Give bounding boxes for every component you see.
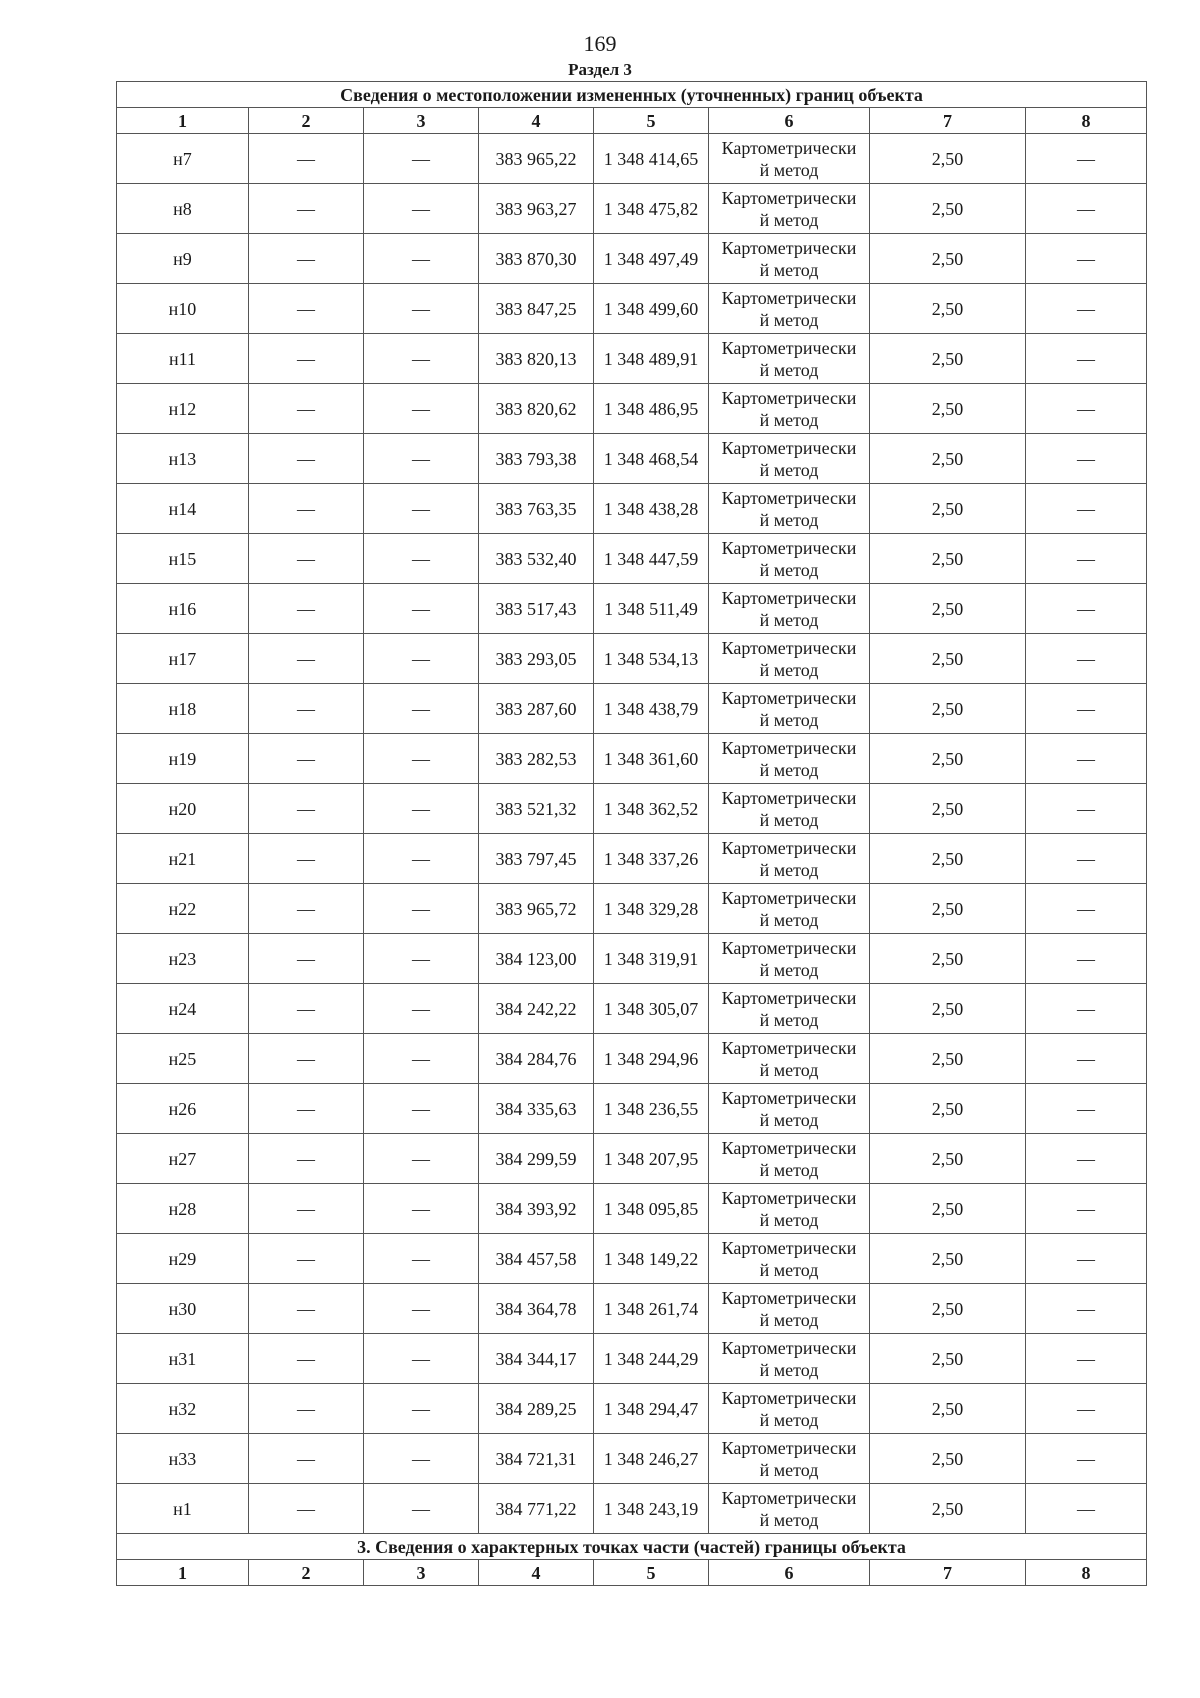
point-name-cell: н8 — [117, 184, 249, 234]
column-3-cell: — — [364, 1484, 479, 1534]
column-header: 2 — [249, 108, 364, 134]
column-8-cell: — — [1026, 834, 1147, 884]
table-row — [117, 934, 1147, 984]
point-name-cell: н20 — [117, 784, 249, 834]
table-row — [117, 1234, 1147, 1284]
column-3-cell: — — [364, 684, 479, 734]
point-name-cell: н10 — [117, 284, 249, 334]
y-coordinate-cell: 1 348 497,49 — [594, 234, 709, 284]
method-cell: Картометрически й метод — [709, 484, 870, 534]
x-coordinate-cell: 384 289,25 — [479, 1384, 594, 1434]
accuracy-cell: 2,50 — [870, 1484, 1026, 1534]
y-coordinate-cell: 1 348 236,55 — [594, 1084, 709, 1134]
column-3-cell: — — [364, 1184, 479, 1234]
y-coordinate-cell: 1 348 261,74 — [594, 1284, 709, 1334]
point-name-cell: н26 — [117, 1084, 249, 1134]
accuracy-cell: 2,50 — [870, 334, 1026, 384]
table-row — [117, 884, 1147, 934]
column-8-cell: — — [1026, 1084, 1147, 1134]
y-coordinate-cell: 1 348 511,49 — [594, 584, 709, 634]
x-coordinate-cell: 384 335,63 — [479, 1084, 594, 1134]
y-coordinate-cell: 1 348 246,27 — [594, 1434, 709, 1484]
method-cell: Картометрически й метод — [709, 334, 870, 384]
x-coordinate-cell: 384 771,22 — [479, 1484, 594, 1534]
column-3-cell: — — [364, 1284, 479, 1334]
column-8-cell: — — [1026, 184, 1147, 234]
y-coordinate-cell: 1 348 294,47 — [594, 1384, 709, 1434]
column-header: 4 — [479, 1560, 594, 1586]
method-cell: Картометрически й метод — [709, 1234, 870, 1284]
column-3-cell: — — [364, 1384, 479, 1434]
x-coordinate-cell: 383 797,45 — [479, 834, 594, 884]
accuracy-cell: 2,50 — [870, 1284, 1026, 1334]
table-row — [117, 684, 1147, 734]
x-coordinate-cell: 383 820,13 — [479, 334, 594, 384]
point-name-cell: н28 — [117, 1184, 249, 1234]
method-cell: Картометрически й метод — [709, 1484, 870, 1534]
accuracy-cell: 2,50 — [870, 1434, 1026, 1484]
column-3-cell: — — [364, 834, 479, 884]
method-cell: Картометрически й метод — [709, 1334, 870, 1384]
column-8-cell: — — [1026, 1384, 1147, 1434]
column-2-cell: — — [249, 1084, 364, 1134]
column-8-cell: — — [1026, 484, 1147, 534]
x-coordinate-cell: 383 965,72 — [479, 884, 594, 934]
method-cell: Картометрически й метод — [709, 1034, 870, 1084]
point-name-cell: н18 — [117, 684, 249, 734]
method-cell: Картометрически й метод — [709, 184, 870, 234]
column-8-cell: — — [1026, 1134, 1147, 1184]
column-2-cell: — — [249, 984, 364, 1034]
point-name-cell: н30 — [117, 1284, 249, 1334]
column-3-cell: — — [364, 184, 479, 234]
x-coordinate-cell: 383 532,40 — [479, 534, 594, 584]
column-8-cell: — — [1026, 1484, 1147, 1534]
x-coordinate-cell: 383 965,22 — [479, 134, 594, 184]
column-8-cell: — — [1026, 934, 1147, 984]
column-3-cell: — — [364, 1334, 479, 1384]
accuracy-cell: 2,50 — [870, 884, 1026, 934]
table-row — [117, 734, 1147, 784]
accuracy-cell: 2,50 — [870, 834, 1026, 884]
section-title: Раздел 3 — [568, 60, 632, 79]
method-cell: Картометрически й метод — [709, 684, 870, 734]
column-header: 3 — [364, 1560, 479, 1586]
accuracy-cell: 2,50 — [870, 984, 1026, 1034]
point-name-cell: н25 — [117, 1034, 249, 1084]
column-header: 5 — [594, 108, 709, 134]
section-banner-row — [117, 1534, 1147, 1560]
column-2-cell: — — [249, 1484, 364, 1534]
y-coordinate-cell: 1 348 329,28 — [594, 884, 709, 934]
x-coordinate-cell: 384 299,59 — [479, 1134, 594, 1184]
y-coordinate-cell: 1 348 447,59 — [594, 534, 709, 584]
column-2-cell: — — [249, 134, 364, 184]
x-coordinate-cell: 384 364,78 — [479, 1284, 594, 1334]
column-header-row-2 — [117, 1560, 1147, 1586]
column-2-cell: — — [249, 634, 364, 684]
x-coordinate-cell: 383 847,25 — [479, 284, 594, 334]
table-row — [117, 834, 1147, 884]
method-cell: Картометрически й метод — [709, 1434, 870, 1484]
point-name-cell: н22 — [117, 884, 249, 934]
column-3-cell: — — [364, 1084, 479, 1134]
accuracy-cell: 2,50 — [870, 1334, 1026, 1384]
column-header-row — [117, 108, 1147, 134]
column-2-cell: — — [249, 934, 364, 984]
column-3-cell: — — [364, 1134, 479, 1184]
method-cell: Картометрически й метод — [709, 384, 870, 434]
x-coordinate-cell: 383 963,27 — [479, 184, 594, 234]
column-3-cell: — — [364, 234, 479, 284]
column-2-cell: — — [249, 1184, 364, 1234]
y-coordinate-cell: 1 348 243,19 — [594, 1484, 709, 1534]
point-name-cell: н19 — [117, 734, 249, 784]
method-cell: Картометрически й метод — [709, 284, 870, 334]
column-header: 8 — [1026, 108, 1147, 134]
table-row — [117, 334, 1147, 384]
x-coordinate-cell: 384 344,17 — [479, 1334, 594, 1384]
y-coordinate-cell: 1 348 438,28 — [594, 484, 709, 534]
column-3-cell: — — [364, 284, 479, 334]
point-name-cell: н13 — [117, 434, 249, 484]
y-coordinate-cell: 1 348 499,60 — [594, 284, 709, 334]
method-cell: Картометрически й метод — [709, 934, 870, 984]
point-name-cell: н32 — [117, 1384, 249, 1434]
column-header: 6 — [709, 1560, 870, 1586]
y-coordinate-cell: 1 348 294,96 — [594, 1034, 709, 1084]
table-row — [117, 534, 1147, 584]
column-3-cell: — — [364, 384, 479, 434]
point-name-cell: н7 — [117, 134, 249, 184]
column-2-cell: — — [249, 734, 364, 784]
x-coordinate-cell: 384 242,22 — [479, 984, 594, 1034]
accuracy-cell: 2,50 — [870, 1234, 1026, 1284]
column-2-cell: — — [249, 434, 364, 484]
column-header: 5 — [594, 1560, 709, 1586]
x-coordinate-cell: 383 870,30 — [479, 234, 594, 284]
x-coordinate-cell: 383 820,62 — [479, 384, 594, 434]
y-coordinate-cell: 1 348 362,52 — [594, 784, 709, 834]
column-8-cell: — — [1026, 684, 1147, 734]
method-cell: Картометрически й метод — [709, 1184, 870, 1234]
column-2-cell: — — [249, 484, 364, 534]
table-row — [117, 1434, 1147, 1484]
y-coordinate-cell: 1 348 361,60 — [594, 734, 709, 784]
column-2-cell: — — [249, 584, 364, 634]
y-coordinate-cell: 1 348 207,95 — [594, 1134, 709, 1184]
method-cell: Картометрически й метод — [709, 884, 870, 934]
table-row — [117, 634, 1147, 684]
y-coordinate-cell: 1 348 414,65 — [594, 134, 709, 184]
column-3-cell: — — [364, 784, 479, 834]
x-coordinate-cell: 383 521,32 — [479, 784, 594, 834]
column-8-cell: — — [1026, 984, 1147, 1034]
table-row — [117, 784, 1147, 834]
column-2-cell: — — [249, 334, 364, 384]
accuracy-cell: 2,50 — [870, 1384, 1026, 1434]
column-2-cell: — — [249, 384, 364, 434]
table-row — [117, 1184, 1147, 1234]
table-row — [117, 434, 1147, 484]
column-3-cell: — — [364, 134, 479, 184]
x-coordinate-cell: 384 393,92 — [479, 1184, 594, 1234]
column-2-cell: — — [249, 834, 364, 884]
column-header: 6 — [709, 108, 870, 134]
column-8-cell: — — [1026, 1234, 1147, 1284]
method-cell: Картометрически й метод — [709, 1284, 870, 1334]
column-3-cell: — — [364, 434, 479, 484]
accuracy-cell: 2,50 — [870, 1034, 1026, 1084]
method-cell: Картометрически й метод — [709, 1384, 870, 1434]
accuracy-cell: 2,50 — [870, 734, 1026, 784]
column-header: 7 — [870, 1560, 1026, 1586]
point-name-cell: н24 — [117, 984, 249, 1034]
column-2-cell: — — [249, 284, 364, 334]
method-cell: Картометрически й метод — [709, 984, 870, 1034]
column-2-cell: — — [249, 884, 364, 934]
x-coordinate-cell: 384 284,76 — [479, 1034, 594, 1084]
accuracy-cell: 2,50 — [870, 284, 1026, 334]
x-coordinate-cell: 383 793,38 — [479, 434, 594, 484]
column-3-cell: — — [364, 584, 479, 634]
method-cell: Картометрически й метод — [709, 834, 870, 884]
y-coordinate-cell: 1 348 534,13 — [594, 634, 709, 684]
coordinates-table — [116, 81, 1147, 1586]
column-8-cell: — — [1026, 584, 1147, 634]
table-row — [117, 1034, 1147, 1084]
method-cell: Картометрически й метод — [709, 784, 870, 834]
column-8-cell: — — [1026, 284, 1147, 334]
table-row — [117, 384, 1147, 434]
y-coordinate-cell: 1 348 468,54 — [594, 434, 709, 484]
column-8-cell: — — [1026, 784, 1147, 834]
y-coordinate-cell: 1 348 438,79 — [594, 684, 709, 734]
column-2-cell: — — [249, 1034, 364, 1084]
accuracy-cell: 2,50 — [870, 934, 1026, 984]
accuracy-cell: 2,50 — [870, 784, 1026, 834]
x-coordinate-cell: 384 123,00 — [479, 934, 594, 984]
column-2-cell: — — [249, 234, 364, 284]
y-coordinate-cell: 1 348 305,07 — [594, 984, 709, 1034]
y-coordinate-cell: 1 348 337,26 — [594, 834, 709, 884]
table-row — [117, 184, 1147, 234]
table-row — [117, 584, 1147, 634]
point-name-cell: н11 — [117, 334, 249, 384]
column-header: 8 — [1026, 1560, 1147, 1586]
accuracy-cell: 2,50 — [870, 1184, 1026, 1234]
x-coordinate-cell: 383 282,53 — [479, 734, 594, 784]
point-name-cell: н29 — [117, 1234, 249, 1284]
column-8-cell: — — [1026, 234, 1147, 284]
column-header: 7 — [870, 108, 1026, 134]
accuracy-cell: 2,50 — [870, 684, 1026, 734]
column-header: 2 — [249, 1560, 364, 1586]
accuracy-cell: 2,50 — [870, 434, 1026, 484]
y-coordinate-cell: 1 348 489,91 — [594, 334, 709, 384]
section-banner: 3. Сведения о характерных точках части (частей) границы объекта — [117, 1534, 1147, 1560]
point-name-cell: н27 — [117, 1134, 249, 1184]
column-3-cell: — — [364, 1434, 479, 1484]
column-2-cell: — — [249, 184, 364, 234]
method-cell: Картометрически й метод — [709, 584, 870, 634]
accuracy-cell: 2,50 — [870, 1084, 1026, 1134]
column-header: 1 — [117, 1560, 249, 1586]
column-8-cell: — — [1026, 1284, 1147, 1334]
accuracy-cell: 2,50 — [870, 534, 1026, 584]
column-2-cell: — — [249, 1134, 364, 1184]
column-8-cell: — — [1026, 134, 1147, 184]
accuracy-cell: 2,50 — [870, 634, 1026, 684]
method-cell: Картометрически й метод — [709, 234, 870, 284]
method-cell: Картометрически й метод — [709, 134, 870, 184]
x-coordinate-cell: 384 721,31 — [479, 1434, 594, 1484]
x-coordinate-cell: 384 457,58 — [479, 1234, 594, 1284]
column-header: 3 — [364, 108, 479, 134]
column-2-cell: — — [249, 1234, 364, 1284]
table-row — [117, 1134, 1147, 1184]
accuracy-cell: 2,50 — [870, 234, 1026, 284]
accuracy-cell: 2,50 — [870, 384, 1026, 434]
table-row — [117, 134, 1147, 184]
column-header: 4 — [479, 108, 594, 134]
table-row — [117, 284, 1147, 334]
point-name-cell: н9 — [117, 234, 249, 284]
column-2-cell: — — [249, 684, 364, 734]
point-name-cell: н33 — [117, 1434, 249, 1484]
column-3-cell: — — [364, 484, 479, 534]
column-3-cell: — — [364, 984, 479, 1034]
column-3-cell: — — [364, 334, 479, 384]
method-cell: Картометрически й метод — [709, 1134, 870, 1184]
table-row — [117, 484, 1147, 534]
column-3-cell: — — [364, 1234, 479, 1284]
column-8-cell: — — [1026, 1184, 1147, 1234]
y-coordinate-cell: 1 348 095,85 — [594, 1184, 709, 1234]
column-8-cell: — — [1026, 434, 1147, 484]
point-name-cell: н14 — [117, 484, 249, 534]
column-2-cell: — — [249, 1434, 364, 1484]
column-3-cell: — — [364, 634, 479, 684]
x-coordinate-cell: 383 287,60 — [479, 684, 594, 734]
column-8-cell: — — [1026, 1034, 1147, 1084]
column-3-cell: — — [364, 934, 479, 984]
page-number: 169 — [583, 31, 617, 56]
column-2-cell: — — [249, 1384, 364, 1434]
column-8-cell: — — [1026, 534, 1147, 584]
table-row — [117, 234, 1147, 284]
method-cell: Картометрически й метод — [709, 1084, 870, 1134]
method-cell: Картометрически й метод — [709, 534, 870, 584]
accuracy-cell: 2,50 — [870, 134, 1026, 184]
y-coordinate-cell: 1 348 149,22 — [594, 1234, 709, 1284]
accuracy-cell: 2,50 — [870, 584, 1026, 634]
column-3-cell: — — [364, 534, 479, 584]
x-coordinate-cell: 383 293,05 — [479, 634, 594, 684]
table-row — [117, 1334, 1147, 1384]
method-cell: Картометрически й метод — [709, 734, 870, 784]
column-3-cell: — — [364, 1034, 479, 1084]
x-coordinate-cell: 383 763,35 — [479, 484, 594, 534]
accuracy-cell: 2,50 — [870, 1134, 1026, 1184]
accuracy-cell: 2,50 — [870, 484, 1026, 534]
point-name-cell: н1 — [117, 1484, 249, 1534]
point-name-cell: н17 — [117, 634, 249, 684]
column-2-cell: — — [249, 784, 364, 834]
method-cell: Картометрически й метод — [709, 434, 870, 484]
table-banner-row — [117, 82, 1147, 108]
x-coordinate-cell: 383 517,43 — [479, 584, 594, 634]
table-banner: Сведения о местоположении измененных (уточненных) границ объекта — [117, 82, 1147, 108]
column-8-cell: — — [1026, 1434, 1147, 1484]
column-header: 1 — [117, 108, 249, 134]
table-row — [117, 1084, 1147, 1134]
point-name-cell: н23 — [117, 934, 249, 984]
point-name-cell: н12 — [117, 384, 249, 434]
column-8-cell: — — [1026, 384, 1147, 434]
point-name-cell: н16 — [117, 584, 249, 634]
column-2-cell: — — [249, 1284, 364, 1334]
table-row — [117, 1384, 1147, 1434]
column-8-cell: — — [1026, 634, 1147, 684]
y-coordinate-cell: 1 348 319,91 — [594, 934, 709, 984]
column-8-cell: — — [1026, 734, 1147, 784]
table-row — [117, 984, 1147, 1034]
y-coordinate-cell: 1 348 486,95 — [594, 384, 709, 434]
point-name-cell: н31 — [117, 1334, 249, 1384]
table-row — [117, 1284, 1147, 1334]
table-row — [117, 1484, 1147, 1534]
accuracy-cell: 2,50 — [870, 184, 1026, 234]
method-cell: Картометрически й метод — [709, 634, 870, 684]
point-name-cell: н15 — [117, 534, 249, 584]
column-2-cell: — — [249, 534, 364, 584]
column-8-cell: — — [1026, 334, 1147, 384]
column-8-cell: — — [1026, 1334, 1147, 1384]
point-name-cell: н21 — [117, 834, 249, 884]
y-coordinate-cell: 1 348 244,29 — [594, 1334, 709, 1384]
y-coordinate-cell: 1 348 475,82 — [594, 184, 709, 234]
column-8-cell: — — [1026, 884, 1147, 934]
column-2-cell: — — [249, 1334, 364, 1384]
column-3-cell: — — [364, 884, 479, 934]
column-3-cell: — — [364, 734, 479, 784]
